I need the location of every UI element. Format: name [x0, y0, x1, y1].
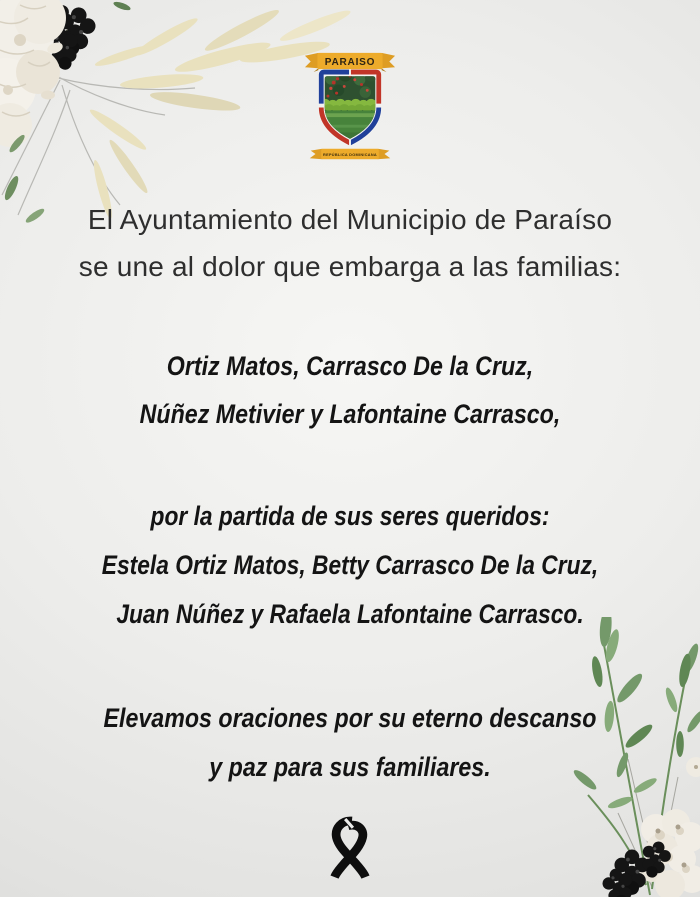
- crest-banner-bottom-label: REPÚBLICA DOMINICANA: [323, 152, 377, 157]
- intro-line-1: El Ayuntamiento del Municipio de Paraíso: [87, 204, 613, 235]
- crest-landscape: [319, 68, 381, 146]
- departed-line-2: Estela Ortiz Matos, Betty Carrasco De la Cruz,: [101, 550, 599, 580]
- white-roses-icon: [0, 0, 66, 147]
- crest-banner-bottom: [310, 149, 391, 160]
- crest-shield: [319, 68, 381, 146]
- closing-line-2: y paz para sus familiares.: [209, 752, 491, 782]
- paraiso-coat-of-arms: [302, 50, 398, 165]
- mourning-ribbon-icon: [321, 816, 379, 889]
- departed-names: [49, 492, 651, 639]
- crest-banner-top: [305, 53, 395, 72]
- intro-text: [0, 196, 700, 290]
- departed-line-1: por la partida de sus seres queridos:: [150, 501, 550, 531]
- families-line-1: Ortiz Matos, Carrasco De la Cruz,: [166, 351, 534, 381]
- closing-line-1: Elevamos oraciones por su eterno descanso: [103, 703, 597, 733]
- closing-text: [49, 694, 651, 792]
- families-names: [49, 342, 651, 438]
- families-line-2: Núñez Metivier y Lafontaine Carrasco,: [139, 399, 561, 429]
- departed-line-3: Juan Núñez y Rafaela Lafontaine Carrasco.: [116, 599, 584, 629]
- intro-line-2: se une al dolor que embarga a las familias:: [78, 251, 622, 282]
- crest-banner-top-label: PARAISO: [324, 56, 376, 68]
